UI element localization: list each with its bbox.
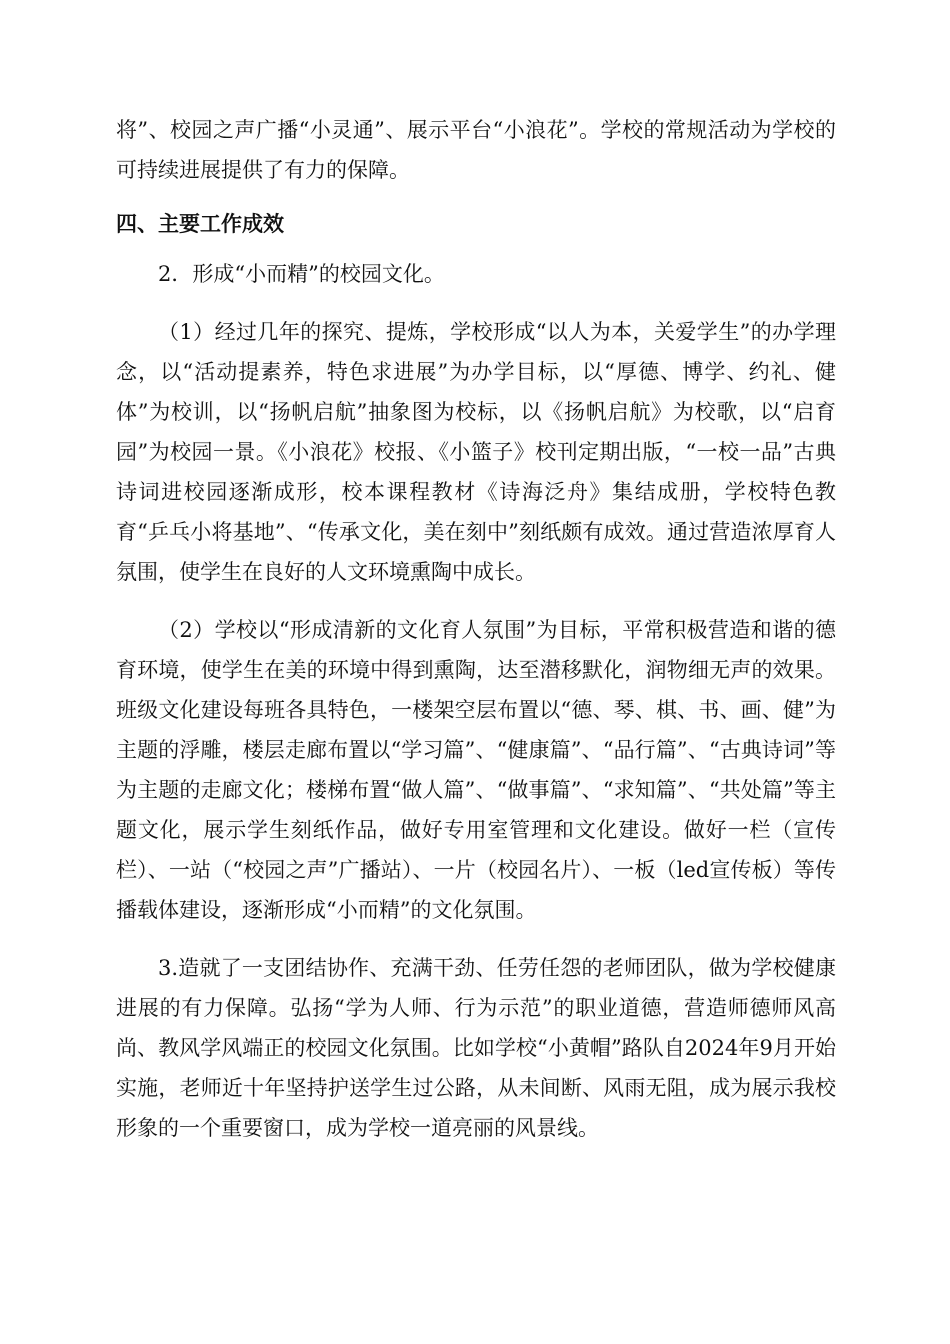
paragraph-item-2-1: （1）经过几年的探究、提炼，学校形成“以人为本，关爱学生”的办学理念，以“活动提素养，特色求进展”为办学目标，以“厚德、博学、约礼、健体”为校训，以“扬帆启航”抽象图为校标，以《扬帆启航》为校歌，以“启育园”为校园一景。《小浪花》校报、《小篮子》校刊定期出版，“一校一品”古典诗词进校园逐渐成形，校本课程教材《诗海泛舟》集结成册，学校特色教育“乒乓小将基地”、“传承文化，美在刻中”刻纸颇有成效。通过营造浓厚育人氛围，使学生在良好的人文环境熏陶中成长。 [116, 320, 836, 584]
paragraph-item-2-2: （2）学校以“形成清新的文化育人氛围”为目标，平常积极营造和谐的德育环境，使学生在美的环境中得到熏陶，达至潜移默化，润物细无声的效果。班级文化建设每班各具特色，一楼架空层布置以“德、琴、棋、书、画、健”为主题的浮雕，楼层走廊布置以“学习篇”、“健康篇”、“品行篇”、“古典诗词”等为主题的走廊文化；楼梯布置“做人篇”、“做事篇”、“求知篇”、“共处篇”等主题文化，展示学生刻纸作品，做好专用室管理和文化建设。做好一栏（宣传栏）、一站（“校园之声”广播站）、一片（校园名片）、一板（led宣传板）等传播载体建设，逐渐形成“小而精”的文化氛围。 [116, 618, 836, 922]
section-heading: 四、主要工作成效 [116, 212, 284, 236]
paragraph-item-2: 2．形成“小而精”的校园文化。 [158, 262, 445, 286]
paragraph-continuation: 将”、校园之声广播“小灵通”、展示平台“小浪花”。学校的常规活动为学校的可持续进展提供了有力的保障。 [116, 118, 836, 182]
paragraph-item-3: 3.造就了一支团结协作、充满干劲、任劳任怨的老师团队，做为学校健康进展的有力保障。弘扬“学为人师、行为示范”的职业道德，营造师德师风高尚、教风学风端正的校园文化氛围。比如学校“小黄帽”路队自2024年9月开始实施，老师近十年坚持护送学生过公路，从未间断、风雨无阻，成为展示我校形象的一个重要窗口，成为学校一道亮丽的风景线。 [116, 956, 836, 1140]
document-page [116, 110, 836, 1148]
